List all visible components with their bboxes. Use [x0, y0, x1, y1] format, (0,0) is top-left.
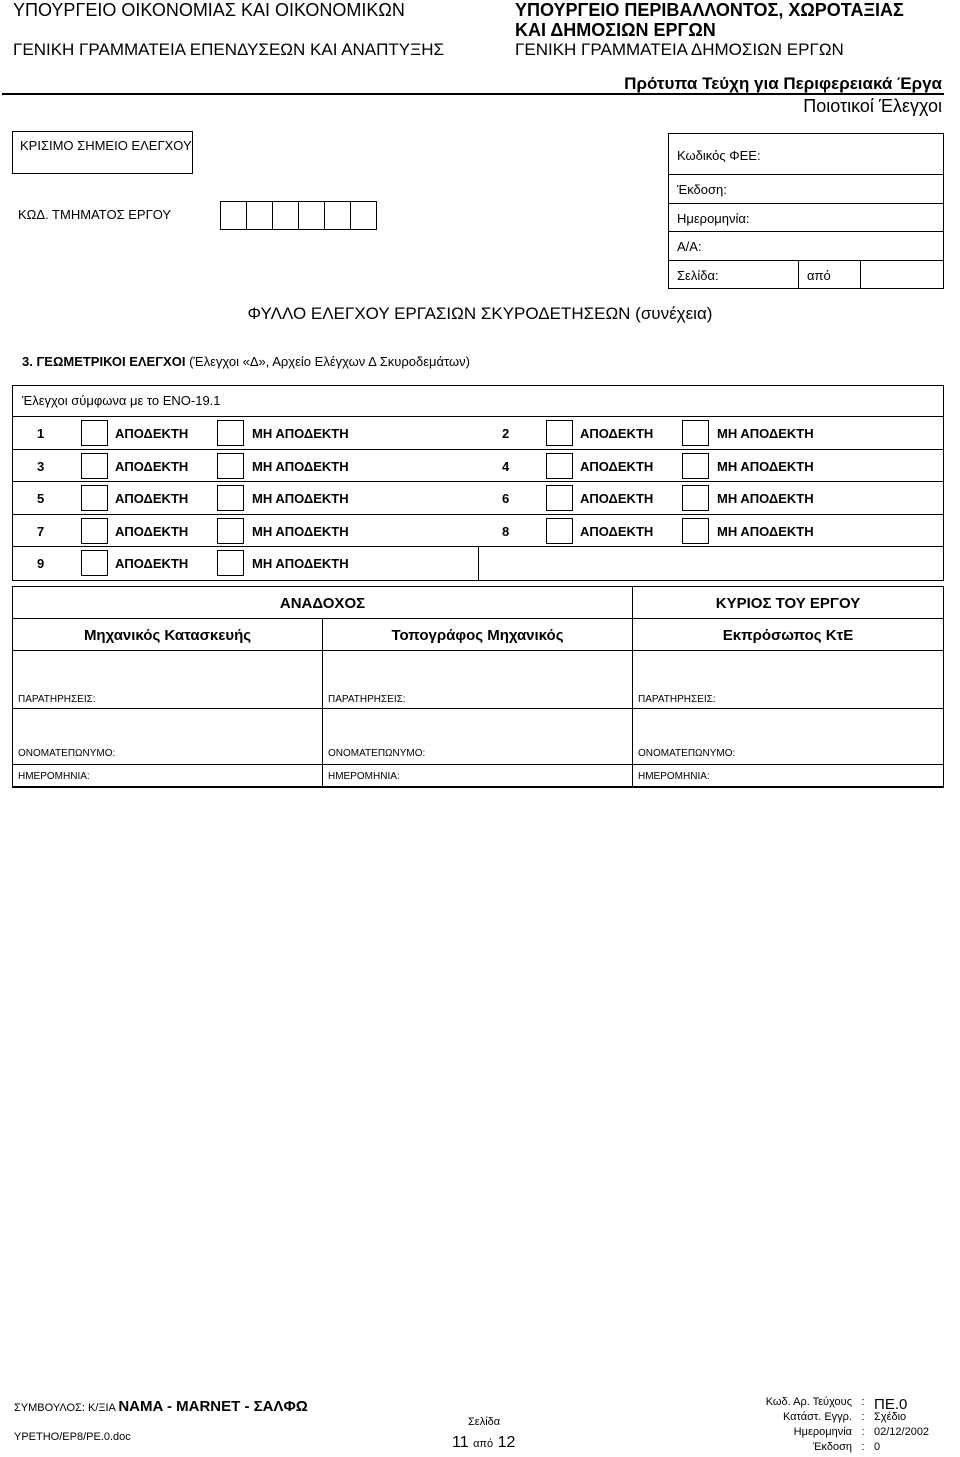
- section-code-label: ΚΩΔ. ΤΜΗΜΑΤΟΣ ΕΡΓΟΥ: [18, 207, 172, 222]
- page-from-label: από: [799, 261, 861, 289]
- document-meta-box: [668, 133, 944, 289]
- code-cell[interactable]: [298, 201, 325, 230]
- check-number: 9: [37, 556, 45, 571]
- code-cell[interactable]: [350, 201, 377, 230]
- contractor-header: ΑΝΑΔΟΧΟΣ: [13, 587, 633, 618]
- page-number: 11 από 12: [452, 1434, 516, 1451]
- reject-checkbox[interactable]: [682, 453, 709, 479]
- code-cell[interactable]: [220, 201, 247, 230]
- reject-checkbox[interactable]: [217, 518, 244, 544]
- accept-checkbox[interactable]: [546, 420, 573, 446]
- reject-checkbox[interactable]: [682, 518, 709, 544]
- page-total-field[interactable]: [861, 261, 869, 289]
- section-code-cells[interactable]: [220, 201, 377, 230]
- accept-label: ΑΠΟΔΕΚΤΗ: [580, 458, 654, 474]
- reject-label: ΜΗ ΑΠΟΔΕΚΤΗ: [717, 491, 814, 506]
- checks-grid: [12, 385, 944, 581]
- accept-label: ΑΠΟΔΕΚΤΗ: [580, 491, 654, 506]
- check-number: 7: [37, 523, 45, 539]
- accept-label: ΑΠΟΔΕΚΤΗ: [580, 523, 654, 539]
- remarks-field[interactable]: ΠΑΡΑΤΗΡΗΣΕΙΣ:: [323, 651, 633, 708]
- edition-field[interactable]: Έκδοση:: [669, 174, 943, 203]
- remarks-field[interactable]: ΠΑΡΑΤΗΡΗΣΕΙΣ:: [638, 694, 716, 705]
- code-cell[interactable]: [272, 201, 299, 230]
- section-title: 3. ΓΕΩΜΕΤΡΙΚΟΙ ΕΛΕΓΧΟΙ (Έλεγχοι «Δ», Αρχείο Ελέγχων Δ Σκυροδεμάτων): [22, 354, 470, 369]
- check-number: 1: [37, 426, 45, 441]
- consultant: ΣΥΜΒΟΥΛΟΣ: Κ/ΞΙΑ NAMA - MARNET - ΣΑΛΦΩ: [14, 1398, 308, 1415]
- accept-checkbox[interactable]: [546, 485, 573, 511]
- file-name: ΥΡΕΤΗΟ/ΕΡ8/ΡΕ.0.doc: [14, 1431, 131, 1443]
- check-row: [13, 515, 943, 548]
- ministry-right-line1: ΥΠΟΥΡΓΕΙΟ ΠΕΡΙΒΑΛΛΟΝΤΟΣ, ΧΩΡΟΤΑΞΙΑΣ: [515, 0, 904, 20]
- remarks-field[interactable]: ΠΑΡΑΤΗΡΗΣΕΙΣ:: [13, 651, 323, 708]
- prototype-title: Πρότυπα Τεύχη για Περιφερειακά Έργα: [624, 74, 942, 93]
- check-number: 5: [37, 491, 45, 506]
- accept-checkbox[interactable]: [81, 518, 108, 544]
- reject-label: ΜΗ ΑΠΟΔΕΚΤΗ: [252, 523, 349, 539]
- ministry-right-line2: ΚΑΙ ΔΗΜΟΣΙΩΝ ΕΡΓΩΝ: [515, 20, 716, 40]
- reject-label: ΜΗ ΑΠΟΔΕΚΤΗ: [252, 426, 349, 441]
- date-field[interactable]: ΗΜΕΡΟΜΗΝΙΑ:: [323, 765, 633, 786]
- reject-label: ΜΗ ΑΠΟΔΕΚΤΗ: [252, 556, 349, 571]
- fullname-field[interactable]: ΟΝΟΜΑΤΕΠΩΝΥΜΟ:: [323, 709, 633, 764]
- check-number: 2: [502, 426, 510, 441]
- check-row: [13, 482, 943, 515]
- quality-title: Ποιοτικοί Έλεγχοι: [803, 96, 942, 116]
- date-field[interactable]: ΗΜΕΡΟΜΗΝΙΑ:: [638, 771, 710, 782]
- reject-label: ΜΗ ΑΠΟΔΕΚΤΗ: [252, 458, 349, 474]
- check-number: 8: [502, 523, 510, 539]
- signatures-table: [12, 586, 944, 788]
- ministry-left: ΥΠΟΥΡΓΕΙΟ ΟΙΚΟΝΟΜΙΑΣ ΚΑΙ ΟΙΚΟΝΟΜΙΚΩΝ: [13, 0, 405, 20]
- secretariat-left: ΓΕΝΙΚΗ ΓΡΑΜΜΑΤΕΙΑ ΕΠΕΝΔΥΣΕΩΝ ΚΑΙ ΑΝΑΠΤΥΞΗΣ: [13, 40, 444, 59]
- accept-label: ΑΠΟΔΕΚΤΗ: [115, 491, 189, 506]
- role-surveyor: Τοπογράφος Μηχανικός: [323, 619, 633, 650]
- accept-label: ΑΠΟΔΕΚΤΗ: [115, 458, 189, 474]
- secretariat-right: ΓΕΝΙΚΗ ΓΡΑΜΜΑΤΕΙΑ ΔΗΜΟΣΙΩΝ ΕΡΓΩΝ: [515, 40, 844, 59]
- empty-cell: [478, 547, 943, 580]
- check-number: 4: [502, 458, 510, 474]
- code-cell[interactable]: [246, 201, 273, 230]
- role-construction-engineer: Μηχανικός Κατασκευής: [13, 619, 323, 650]
- fee-code-field[interactable]: Κωδικός ΦΕΕ:: [677, 148, 761, 163]
- check-row: [13, 547, 943, 580]
- accept-checkbox[interactable]: [81, 420, 108, 446]
- reject-checkbox[interactable]: [217, 550, 244, 576]
- accept-checkbox[interactable]: [81, 485, 108, 511]
- check-number: 3: [37, 458, 45, 474]
- page-field: [669, 260, 943, 289]
- according-text: Έλεγχοι σύμφωνα με το ΕΝΟ-19.1: [13, 386, 943, 417]
- accept-checkbox[interactable]: [81, 550, 108, 576]
- reject-checkbox[interactable]: [217, 453, 244, 479]
- aa-field[interactable]: Α/Α:: [669, 231, 943, 260]
- reject-label: ΜΗ ΑΠΟΔΕΚΤΗ: [717, 458, 814, 474]
- footer-meta: Κωδ. Αρ. Τεύχους : ΠΕ.0 Κατάστ. Εγγρ. : Σχέδιο Ημερομηνία : 02/12/2002 Έκδοση : 0: [765, 1396, 930, 1453]
- check-number: 6: [502, 491, 510, 506]
- reject-checkbox[interactable]: [217, 485, 244, 511]
- owner-header: ΚΥΡΙΟΣ ΤΟΥ ΕΡΓΟΥ: [715, 595, 861, 612]
- footer: [0, 1390, 960, 1457]
- reject-label: ΜΗ ΑΠΟΔΕΚΤΗ: [717, 523, 814, 539]
- reject-label: ΜΗ ΑΠΟΔΕΚΤΗ: [717, 426, 814, 441]
- fullname-field[interactable]: ΟΝΟΜΑΤΕΠΩΝΥΜΟ:: [13, 709, 323, 764]
- accept-checkbox[interactable]: [81, 453, 108, 479]
- page-label[interactable]: Σελίδα:: [669, 261, 799, 289]
- check-row: [13, 417, 943, 450]
- date-field[interactable]: ΗΜΕΡΟΜΗΝΙΑ:: [13, 765, 323, 786]
- accept-checkbox[interactable]: [546, 518, 573, 544]
- accept-label: ΑΠΟΔΕΚΤΗ: [115, 556, 189, 571]
- check-row: [13, 450, 943, 483]
- accept-label: ΑΠΟΔΕΚΤΗ: [580, 426, 654, 441]
- reject-label: ΜΗ ΑΠΟΔΕΚΤΗ: [252, 491, 349, 506]
- reject-checkbox[interactable]: [682, 485, 709, 511]
- accept-checkbox[interactable]: [546, 453, 573, 479]
- accept-label: ΑΠΟΔΕΚΤΗ: [115, 523, 189, 539]
- accept-label: ΑΠΟΔΕΚΤΗ: [115, 426, 189, 441]
- code-cell[interactable]: [324, 201, 351, 230]
- page-label: Σελίδα: [468, 1416, 501, 1428]
- date-field[interactable]: Ημερομηνία:: [669, 203, 943, 232]
- fullname-field[interactable]: ΟΝΟΜΑΤΕΠΩΝΥΜΟ:: [638, 748, 736, 759]
- sheet-title: ΦΥΛΛΟ ΕΛΕΓΧΟΥ ΕΡΓΑΣΙΩΝ ΣΚΥΡΟΔΕΤΗΣΕΩΝ (συνέχεια): [247, 304, 713, 323]
- critical-point-box[interactable]: ΚΡΙΣΙΜΟ ΣΗΜΕΙΟ ΕΛΕΓΧΟΥ: [12, 131, 193, 174]
- reject-checkbox[interactable]: [217, 420, 244, 446]
- role-owner-rep: Εκπρόσωπος ΚτΕ: [722, 627, 854, 644]
- reject-checkbox[interactable]: [682, 420, 709, 446]
